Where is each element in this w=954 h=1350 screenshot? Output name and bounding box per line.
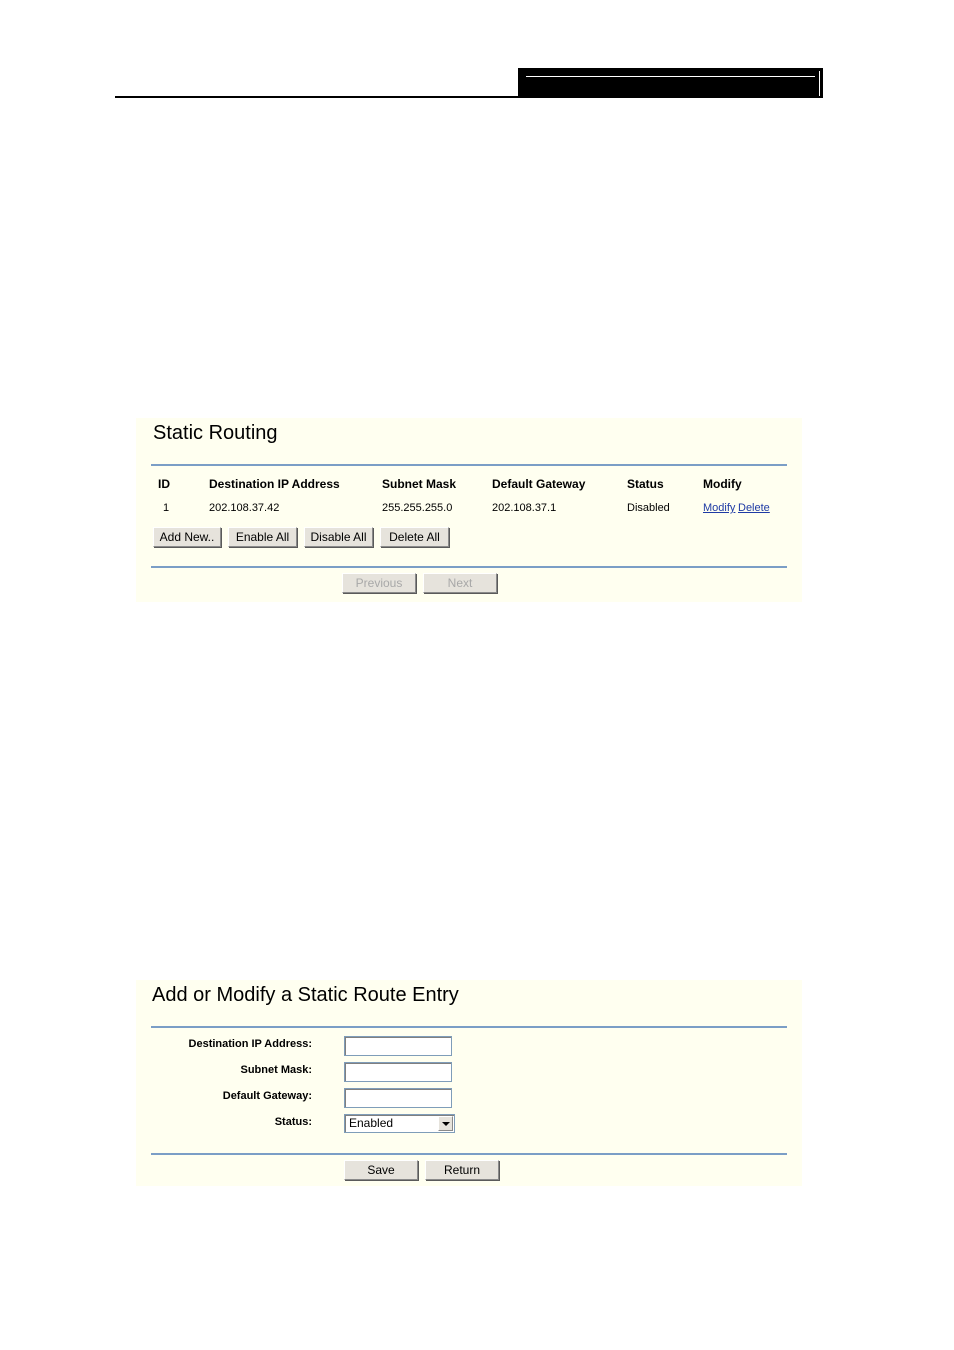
return-button[interactable]: Return <box>425 1160 499 1180</box>
page-title: Static Routing <box>153 422 278 444</box>
next-button[interactable]: Next <box>423 573 497 593</box>
static-routing-panel <box>136 418 802 602</box>
gateway-label: Default Gateway: <box>222 1090 312 1102</box>
cell-status: Disabled <box>627 502 670 514</box>
status-select[interactable] <box>344 1114 455 1133</box>
delete-link[interactable]: Delete <box>738 502 770 514</box>
enable-all-button[interactable]: Enable All <box>228 527 297 547</box>
route-entry-panel <box>136 980 802 1186</box>
column-header-subnet: Subnet Mask <box>382 477 457 491</box>
bottom-divider <box>151 566 787 568</box>
column-header-gateway: Default Gateway <box>492 477 586 491</box>
cell-destination: 202.108.37.42 <box>209 502 280 514</box>
document-header-rule <box>115 96 823 98</box>
form-title: Add or Modify a Static Route Entry <box>152 984 459 1006</box>
previous-button[interactable]: Previous <box>342 573 416 593</box>
subnet-label: Subnet Mask: <box>240 1064 312 1076</box>
disable-all-button[interactable]: Disable All <box>304 527 373 547</box>
modify-link[interactable]: Modify <box>703 502 736 514</box>
chevron-down-icon[interactable] <box>438 1116 453 1131</box>
column-header-destination: Destination IP Address <box>209 477 340 491</box>
cell-id: 1 <box>163 502 170 514</box>
header-edge-line <box>819 71 820 97</box>
delete-all-button[interactable]: Delete All <box>380 527 449 547</box>
status-label: Status: <box>274 1116 312 1128</box>
cell-subnet: 255.255.255.0 <box>382 502 453 514</box>
top-divider <box>151 464 787 466</box>
status-select-value: Enabled <box>349 1116 394 1130</box>
form-top-divider <box>151 1026 787 1028</box>
subnet-mask-input[interactable] <box>344 1062 452 1082</box>
destination-ip-input[interactable] <box>344 1036 452 1056</box>
form-bottom-divider <box>151 1153 787 1155</box>
cell-gateway: 202.108.37.1 <box>492 502 557 514</box>
column-header-id: ID <box>158 477 170 491</box>
column-header-status: Status <box>627 477 664 491</box>
header-inner-line <box>526 76 815 77</box>
column-header-modify: Modify <box>703 477 742 491</box>
default-gateway-input[interactable] <box>344 1088 452 1108</box>
destination-label: Destination IP Address: <box>188 1038 312 1050</box>
save-button[interactable]: Save <box>344 1160 418 1180</box>
document-header-bar <box>518 68 823 97</box>
add-new-button[interactable]: Add New.. <box>153 527 221 547</box>
